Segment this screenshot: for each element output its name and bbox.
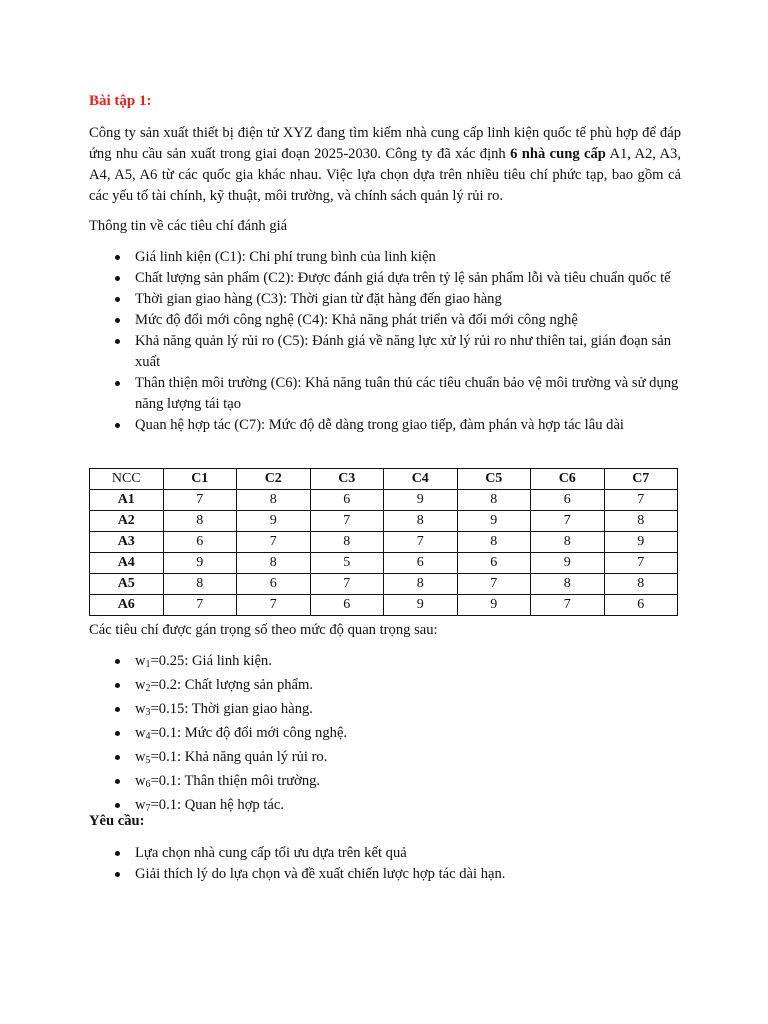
table-cell: 9 [604, 532, 678, 553]
table-cell: 6 [457, 553, 531, 574]
table-cell: 9 [531, 553, 605, 574]
table-row [90, 532, 678, 553]
table-cell: 8 [457, 490, 531, 511]
criteria-item: Mức độ đổi mới công nghệ (C4): Khả năng phát triển và đổi mới công nghệ [89, 310, 681, 331]
row-label: A6 [90, 595, 164, 616]
weights-list [89, 651, 681, 819]
weight-item [89, 699, 681, 723]
table-cell: 8 [531, 532, 605, 553]
table-cell: 7 [310, 511, 384, 532]
row-label: A2 [90, 511, 164, 532]
weight-index: 7 [145, 803, 151, 814]
weight-text: =0.1: Thân thiện môi trường. [150, 773, 321, 789]
table-cell: 8 [237, 553, 311, 574]
table-cell: 9 [163, 553, 237, 574]
table-cell: 7 [384, 532, 458, 553]
exercise-title: Bài tập 1: [89, 93, 152, 109]
intro-text-end: A1, A2, A3, A4, A5, A6 từ các quốc gia khác nhau. Việc lựa chọn dựa trên nhiều tiêu chí phức tạp, bao gồm cả các yếu tố tài chính, kỹ thuật, môi trường, và chính sách quản lý rủi ro. [89, 146, 681, 204]
weight-index: 3 [145, 707, 151, 718]
table-cell: 8 [457, 532, 531, 553]
header-cell-c5: C5 [457, 469, 531, 490]
weight-symbol: w [135, 749, 146, 765]
table-cell: 7 [531, 511, 605, 532]
weight-text: =0.1: Khả năng quản lý rủi ro. [150, 749, 328, 765]
table-cell: 8 [384, 511, 458, 532]
table-cell: 6 [604, 595, 678, 616]
weight-item [89, 675, 681, 699]
table-cell: 8 [163, 574, 237, 595]
criteria-heading: Thông tin về các tiêu chí đánh giá [89, 218, 288, 234]
table-cell: 8 [163, 511, 237, 532]
table-cell: 7 [457, 574, 531, 595]
header-cell-ncc: NCC [90, 469, 164, 490]
weight-symbol: w [135, 653, 146, 669]
table-cell: 7 [163, 490, 237, 511]
table-row [90, 574, 678, 595]
requirements-heading: Yêu cầu: [89, 813, 145, 829]
weight-symbol: w [135, 725, 146, 741]
table-cell: 8 [604, 511, 678, 532]
criteria-item: Khả năng quản lý rủi ro (C5): Đánh giá về năng lực xử lý rủi ro như thiên tai, gián đoạn sản xuất [89, 331, 681, 373]
row-label: A4 [90, 553, 164, 574]
requirement-item: Lựa chọn nhà cung cấp tối ưu dựa trên kết quả [89, 843, 681, 864]
intro-text-start: Công ty sản xuất thiết bị điện tử XYZ đang tìm kiếm nhà cung cấp linh kiện quốc tế phù hợp để đáp ứng nhu cầu sản xuất trong giai đoạn 2025-2030. Công ty đã xác định [89, 125, 681, 162]
table-row [90, 553, 678, 574]
weight-index: 6 [145, 779, 151, 790]
table-cell: 9 [457, 511, 531, 532]
header-cell-c3: C3 [310, 469, 384, 490]
table-cell: 7 [237, 532, 311, 553]
weight-text: =0.1: Quan hệ hợp tác. [150, 797, 285, 813]
table-cell: 8 [531, 574, 605, 595]
table-cell: 8 [604, 574, 678, 595]
table-cell: 6 [310, 490, 384, 511]
row-label: A5 [90, 574, 164, 595]
header-cell-c7: C7 [604, 469, 678, 490]
table-cell: 7 [531, 595, 605, 616]
table-row [90, 595, 678, 616]
table-row [90, 511, 678, 532]
table-cell: 7 [310, 574, 384, 595]
table-cell: 9 [457, 595, 531, 616]
weight-item [89, 747, 681, 771]
requirement-item: Giải thích lý do lựa chọn và đề xuất chiến lược hợp tác dài hạn. [89, 864, 681, 885]
table-cell: 7 [604, 553, 678, 574]
supplier-score-table [89, 468, 678, 616]
table-cell: 5 [310, 553, 384, 574]
table-row [90, 490, 678, 511]
weight-item [89, 651, 681, 675]
weight-symbol: w [135, 773, 146, 789]
weight-item [89, 771, 681, 795]
table-cell: 9 [237, 511, 311, 532]
requirements-list [89, 843, 681, 885]
table-cell: 6 [163, 532, 237, 553]
weight-text: =0.1: Mức độ đổi mới công nghệ. [150, 725, 348, 741]
criteria-item: Quan hệ hợp tác (C7): Mức độ dễ dàng trong giao tiếp, đàm phán và hợp tác lâu dài [89, 415, 681, 436]
weight-symbol: w [135, 797, 146, 813]
criteria-item: Chất lượng sản phẩm (C2): Được đánh giá dựa trên tỷ lệ sản phẩm lỗi và tiêu chuẩn quốc tế [89, 268, 681, 289]
table-cell: 9 [384, 490, 458, 511]
row-label: A1 [90, 490, 164, 511]
header-cell-c2: C2 [237, 469, 311, 490]
table-cell: 6 [531, 490, 605, 511]
table-cell: 7 [237, 595, 311, 616]
table-cell: 8 [237, 490, 311, 511]
table-cell: 7 [604, 490, 678, 511]
row-label: A3 [90, 532, 164, 553]
criteria-item: Thân thiện môi trường (C6): Khả năng tuân thủ các tiêu chuẩn bảo vệ môi trường và sử dụng năng lượng tái tạo [89, 373, 681, 415]
criteria-list [89, 247, 681, 436]
table-cell: 6 [237, 574, 311, 595]
table-cell: 8 [384, 574, 458, 595]
weight-index: 5 [145, 755, 151, 766]
weight-text: =0.2: Chất lượng sản phẩm. [150, 677, 314, 693]
weight-text: =0.25: Giá linh kiện. [150, 653, 272, 669]
table-cell: 6 [384, 553, 458, 574]
intro-paragraph [89, 123, 681, 207]
table-cell: 9 [384, 595, 458, 616]
criteria-item: Giá linh kiện (C1): Chi phí trung bình của linh kiện [89, 247, 681, 268]
header-cell-c1: C1 [163, 469, 237, 490]
weight-item [89, 723, 681, 747]
weight-index: 2 [145, 683, 151, 694]
weight-symbol: w [135, 701, 146, 717]
weight-item [89, 795, 681, 819]
weight-index: 1 [145, 659, 151, 670]
criteria-item: Thời gian giao hàng (C3): Thời gian từ đặt hàng đến giao hàng [89, 289, 681, 310]
weight-index: 4 [145, 731, 151, 742]
intro-bold-text: 6 nhà cung cấp [510, 146, 606, 162]
header-cell-c6: C6 [531, 469, 605, 490]
weight-symbol: w [135, 677, 146, 693]
table-header-row [90, 469, 678, 490]
table-cell: 7 [163, 595, 237, 616]
header-cell-c4: C4 [384, 469, 458, 490]
weight-text: =0.15: Thời gian giao hàng. [150, 701, 313, 717]
weights-heading: Các tiêu chí được gán trọng số theo mức độ quan trọng sau: [89, 622, 438, 638]
table-cell: 6 [310, 595, 384, 616]
table-cell: 8 [310, 532, 384, 553]
